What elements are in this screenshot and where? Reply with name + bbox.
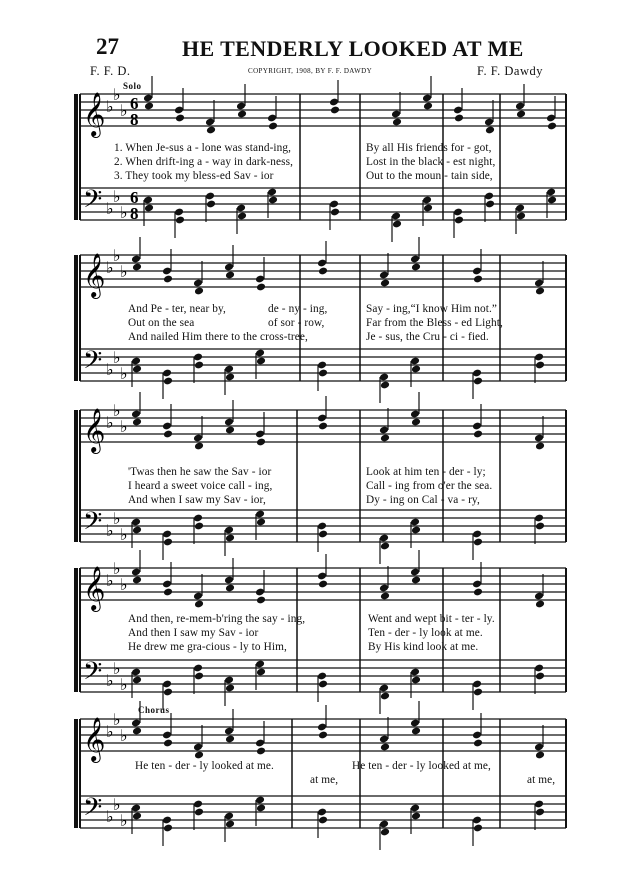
notehead [318,731,328,740]
flat-sign: ♭ [120,417,128,436]
notehead [163,824,173,833]
verse-3-line-3b: Dy - ing on Cal - va - ry, [366,494,480,506]
notehead [163,688,173,697]
flat-sign: ♭ [113,401,121,420]
notehead [163,275,173,284]
verse-3-line-1b: Out to the moun - tain side, [366,170,493,182]
notehead [411,676,421,685]
notehead [225,373,235,382]
notehead [132,576,142,585]
notehead [144,204,154,213]
flat-sign: ♭ [106,258,114,277]
chorus-line-1a: He ten - der - ly looked at me. [135,760,274,772]
notehead [194,600,204,609]
notehead [225,271,235,280]
chorus-echo-2: at me, [527,774,556,786]
flat-sign: ♭ [113,85,121,104]
verse-2-line-1b: Lost in the black - est night, [366,156,496,168]
notehead [225,534,235,543]
flat-sign: ♭ [106,199,114,218]
notehead [535,522,545,531]
notehead [225,684,235,693]
flat-sign: ♭ [113,187,121,206]
notehead [473,824,483,833]
verse-1-line-4a: And then, re-mem-b'ring the say - ing, [128,613,306,625]
notehead [132,812,142,821]
notehead [473,538,483,547]
flat-sign: ♭ [120,525,128,544]
notehead [256,518,266,527]
time-signature-top: 6 [130,94,139,113]
notehead [256,804,266,813]
verse-1-line-2c: Say - ing,“I know Him not.” [366,303,498,315]
lyricist-credit: F. F. D. [90,64,131,78]
flat-sign: ♭ [120,811,128,830]
notehead [268,122,278,131]
solo-marking: Solo [123,81,142,91]
notehead [380,828,390,837]
verse-2-line-2b: of sor - row, [268,317,325,329]
flat-sign: ♭ [106,360,114,379]
notehead [132,418,142,427]
notehead [256,668,266,677]
notehead [547,122,557,131]
notehead [454,114,464,123]
bass-clef: 𝄢 [83,793,103,828]
notehead [132,727,142,736]
treble-clef: 𝄞 [83,717,106,761]
verse-1-line-3a: 'Twas then he saw the Sav - ior [128,466,272,478]
notehead [411,576,421,585]
flat-sign: ♭ [106,413,114,432]
notehead [380,381,390,390]
notehead [132,526,142,535]
verse-2-line-2a: Out on the sea [128,317,195,329]
flat-sign: ♭ [106,807,114,826]
flat-sign: ♭ [120,575,128,594]
flat-sign: ♭ [120,262,128,281]
notehead [380,743,390,752]
notehead [423,102,433,111]
verse-1-line-2b: de - ny - ing, [268,303,328,315]
notehead [547,196,557,205]
notehead [330,106,340,115]
chorus-echo-1: at me, [310,774,339,786]
flat-sign: ♭ [113,659,121,678]
verse-3-line-3a: And when I saw my Sav - ior, [128,494,266,506]
notehead [411,526,421,535]
notehead [380,692,390,701]
verse-2-line-2c: Far from the Bless - ed Light, [366,317,503,329]
verse-3-line-2a: And nailed Him there to the cross-tree, [128,331,308,343]
flat-sign: ♭ [113,509,121,528]
notehead [256,438,266,447]
notehead [411,727,421,736]
verse-1-line-4b: Went and wept bit - ter - ly. [368,613,495,625]
notehead [194,808,204,817]
notehead [163,377,173,386]
notehead [423,204,433,213]
notehead [318,369,328,378]
notehead [516,110,526,119]
notehead [256,596,266,605]
notehead [535,287,545,296]
notehead [330,208,340,217]
time-signature-bottom: 8 [130,110,139,129]
notehead [473,588,483,597]
treble-clef: 𝄞 [83,92,106,136]
notehead [194,751,204,760]
notehead [535,672,545,681]
notehead [194,672,204,681]
notehead [163,430,173,439]
verse-3-line-2b: Je - sus, the Cru - ci - fied. [366,331,489,343]
flat-sign: ♭ [113,246,121,265]
notehead [237,212,247,221]
notehead [225,820,235,829]
notehead [411,365,421,374]
notehead [392,118,402,127]
verse-1-line-1b: By all His friends for - got, [366,142,492,154]
flat-sign: ♭ [106,671,114,690]
time-signature-top: 6 [130,188,139,207]
verse-2-line-1a: 2. When drift-ing a - way in dark-ness, [114,156,294,168]
notehead [318,816,328,825]
flat-sign: ♭ [120,203,128,222]
page-number: 27 [96,34,119,59]
flat-sign: ♭ [106,571,114,590]
verse-1-line-3b: Look at him ten - der - ly; [366,466,486,478]
notehead [485,126,495,135]
notehead [473,430,483,439]
flat-sign: ♭ [120,101,128,120]
flat-sign: ♭ [113,348,121,367]
notehead [268,196,278,205]
notehead [380,592,390,601]
notehead [392,220,402,229]
notehead [206,200,216,209]
flat-sign: ♭ [113,710,121,729]
time-signature-bottom: 8 [130,204,139,223]
notehead [318,680,328,689]
notehead [256,747,266,756]
notehead [535,751,545,760]
hymn-title: HE TENDERLY LOOKED AT ME [182,36,524,61]
flat-sign: ♭ [120,675,128,694]
notehead [225,735,235,744]
treble-clef: 𝄞 [83,566,106,610]
chorus-marking: Chorus [138,705,170,715]
notehead [144,102,154,111]
verse-2-line-3a: I heard a sweet voice call - ing, [128,480,273,492]
composer-credit: F. F. Dawdy [477,64,544,78]
notehead [411,263,421,272]
notehead [194,522,204,531]
notehead [380,434,390,443]
notehead [132,263,142,272]
notehead [194,442,204,451]
copyright-notice: COPYRIGHT, 1908, BY F. F. DAWDY [248,67,373,75]
notehead [473,377,483,386]
chorus-line-1b: He ten - der - ly looked at me, [352,760,491,772]
notehead [380,542,390,551]
verse-2-line-4a: And then I saw my Sav - ior [128,627,259,639]
notehead [163,538,173,547]
bass-clef: 𝄢 [83,346,103,381]
notehead [380,279,390,288]
flat-sign: ♭ [113,559,121,578]
notehead [473,275,483,284]
notehead [454,216,464,225]
notehead [237,110,247,119]
flat-sign: ♭ [106,521,114,540]
notehead [535,361,545,370]
flat-sign: ♭ [113,795,121,814]
notehead [206,126,216,135]
notehead [132,365,142,374]
verse-1-line-1a: 1. When Je-sus a - lone was stand-ing, [114,142,292,154]
flat-sign: ♭ [106,722,114,741]
notehead [535,808,545,817]
notehead [516,212,526,221]
notehead [318,267,328,276]
verse-3-line-4a: He drew me gra-cious - ly to Him, [128,641,287,653]
verse-2-line-4b: Ten - der - ly look at me. [368,627,483,639]
notehead [318,580,328,589]
notehead [256,283,266,292]
flat-sign: ♭ [120,364,128,383]
verse-3-line-4b: By His kind look at me. [368,641,479,653]
notehead [163,588,173,597]
bass-clef: 𝄢 [83,507,103,542]
notehead [535,600,545,609]
notehead [175,216,185,225]
notehead [225,584,235,593]
notehead [163,739,173,748]
notehead [485,200,495,209]
notehead [132,676,142,685]
notehead [411,812,421,821]
notehead [225,426,235,435]
verse-3-line-1a: 3. They took my bless-ed Sav - ior [114,170,274,182]
notehead [194,361,204,370]
notehead [256,357,266,366]
notehead [175,114,185,123]
notehead [473,688,483,697]
verse-1-line-2a: And Pe - ter, near by, [128,303,226,315]
flat-sign: ♭ [120,726,128,745]
notehead [318,530,328,539]
notehead [411,418,421,427]
notehead [194,287,204,296]
bass-clef: 𝄢 [83,657,103,692]
notehead [473,739,483,748]
verse-2-line-3b: Call - ing from o'er the sea. [366,480,493,492]
flat-sign: ♭ [106,97,114,116]
notehead [535,442,545,451]
notehead [318,422,328,431]
treble-clef: 𝄞 [83,408,106,452]
treble-clef: 𝄞 [83,253,106,297]
bass-clef: 𝄢 [83,185,103,220]
